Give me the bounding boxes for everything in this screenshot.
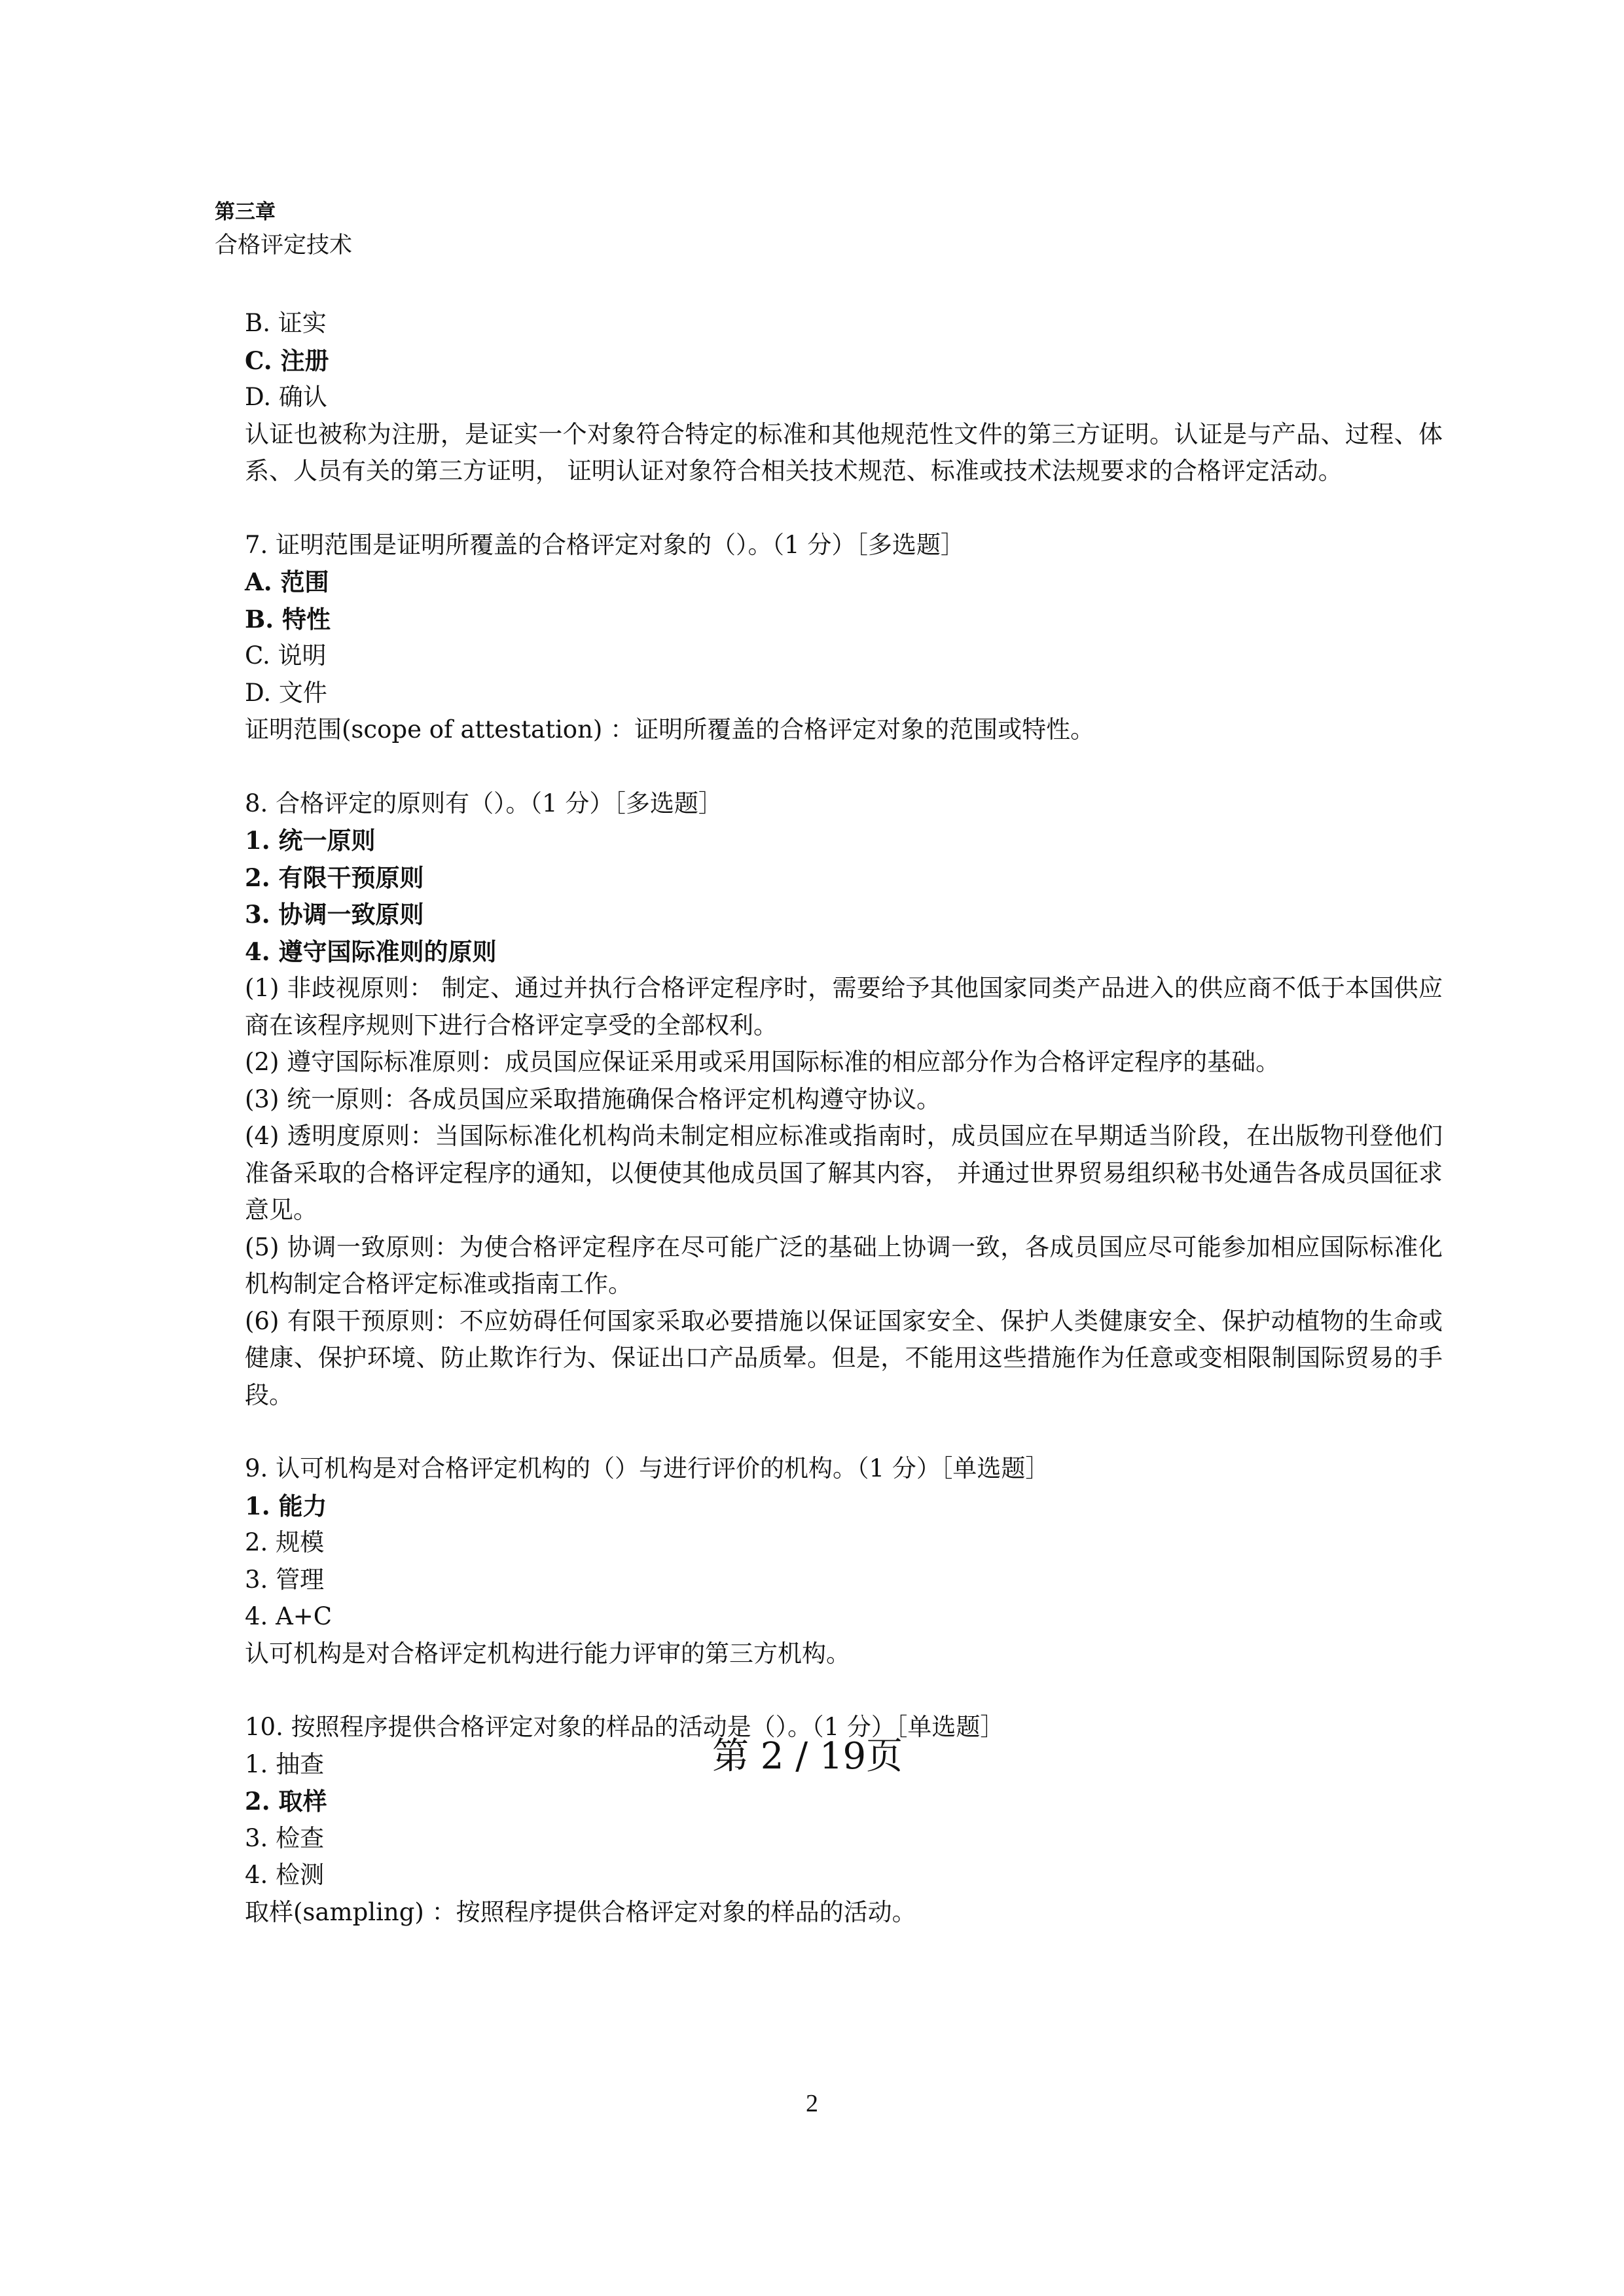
page-number: 2 (806, 2090, 818, 2117)
question-10: 10. 按照程序提供合格评定对象的样品的活动是（）。（1 分）［单选题］ (245, 1713, 1005, 1741)
q9-option-3: 3. 管理 (245, 1565, 325, 1594)
page-header (215, 198, 352, 262)
q8-explanation-5: (5) 协调一致原则：为使合格评定程序在尽可能广泛的基础上协调一致，各成员国应尽可能参加相应国际标准化机构制定合格评定标准或指南工作。 (245, 1232, 1443, 1298)
document-body (245, 305, 1443, 1931)
q8-option-2-correct: 2. 有限干预原则 (245, 863, 424, 892)
q8-option-3-correct: 3. 协调一致原则 (245, 900, 424, 929)
q7-option-d: D. 文件 (245, 678, 327, 707)
q10-option-4: 4. 检测 (245, 1861, 325, 1889)
explanation: 认证也被称为注册，是证实一个对象符合特定的标准和其他规范性文件的第三方证明。认证是与产品、过程、体系、人员有关的第三方证明， 证明认证对象符合相关技术规范、标准或技术法规要求的合格评定活动。 (245, 420, 1443, 485)
q7-explanation: 证明范围(scope of attestation) ：证明所覆盖的合格评定对象的范围或特性。 (245, 715, 1095, 744)
q10-explanation: 取样(sampling) ：按照程序提供合格评定对象的样品的活动。 (245, 1897, 916, 1926)
q9-option-4: 4. A+C (245, 1602, 333, 1630)
q8-explanation-6: (6) 有限干预原则：不应妨碍任何国家采取必要措施以保证国家安全、保护人类健康安全、保护动植物的生命或健康、保护环境、防止欺诈行为、保证出口产品质晕。但是，不能用这些措施作为任意或变相限制国际贸易的手段。 (245, 1306, 1443, 1409)
q10-option-1: 1. 抽查 (245, 1749, 325, 1778)
question-8: 8. 合格评定的原则有（）。（1 分）［多选题］ (245, 789, 723, 817)
q9-option-1-correct: 1. 能力 (245, 1491, 327, 1520)
q8-explanation-2: (2) 遵守国际标准原则：成员国应保证采用或采用国际标准的相应部分作为合格评定程序的基础。 (245, 1048, 1280, 1076)
q9-option-2: 2. 规模 (245, 1528, 325, 1556)
q8-explanation-4: (4) 透明度原则：当国际标准化机构尚未制定相应标准或指南时，成员国应在早期适当阶段，在出版物刊登他们准备采取的合格评定程序的通知，以便使其他成员国了解其内容， 并通过世界贸易组织秘书处通告各成员国征求意见。 (245, 1122, 1443, 1224)
q8-option-1-correct: 1. 统一原则 (245, 826, 376, 855)
chapter-label: 第三章 (215, 200, 276, 224)
q7-option-b-correct: B. 特性 (245, 604, 331, 634)
q7-option-a-correct: A. 范围 (245, 567, 329, 596)
question-7: 7. 证明范围是证明所覆盖的合格评定对象的（）。（1 分）［多选题］ (245, 530, 965, 559)
q10-option-3: 3. 检查 (245, 1823, 325, 1852)
q7-option-c: C. 说明 (245, 641, 327, 670)
option-d: D. 确认 (245, 383, 327, 411)
q8-option-4-correct: 4. 遵守国际准则的原则 (245, 937, 497, 966)
q10-option-2-correct: 2. 取样 (245, 1787, 327, 1816)
q8-explanation-1: (1) 非歧视原则： 制定、通过并执行合格评定程序时，需要给予其他国家同类产品进入的供应商不低于本国供应商在该程序规则下进行合格评定享受的全部权利。 (245, 974, 1443, 1039)
question-9: 9. 认可机构是对合格评定机构的（）与进行评价的机构。（1 分）［单选题］ (245, 1454, 1050, 1482)
option-b: B. 证实 (245, 309, 327, 337)
q8-explanation-3: (3) 统一原则：各成员国应采取措施确保合格评定机构遵守协议。 (245, 1085, 941, 1113)
page-counter-overlay: 第 2 / 19页 (712, 1735, 903, 1778)
option-c-correct: C. 注册 (245, 346, 329, 375)
q9-explanation: 认可机构是对合格评定机构进行能力评审的第三方机构。 (245, 1639, 850, 1668)
document-title: 合格评定技术 (215, 232, 353, 259)
